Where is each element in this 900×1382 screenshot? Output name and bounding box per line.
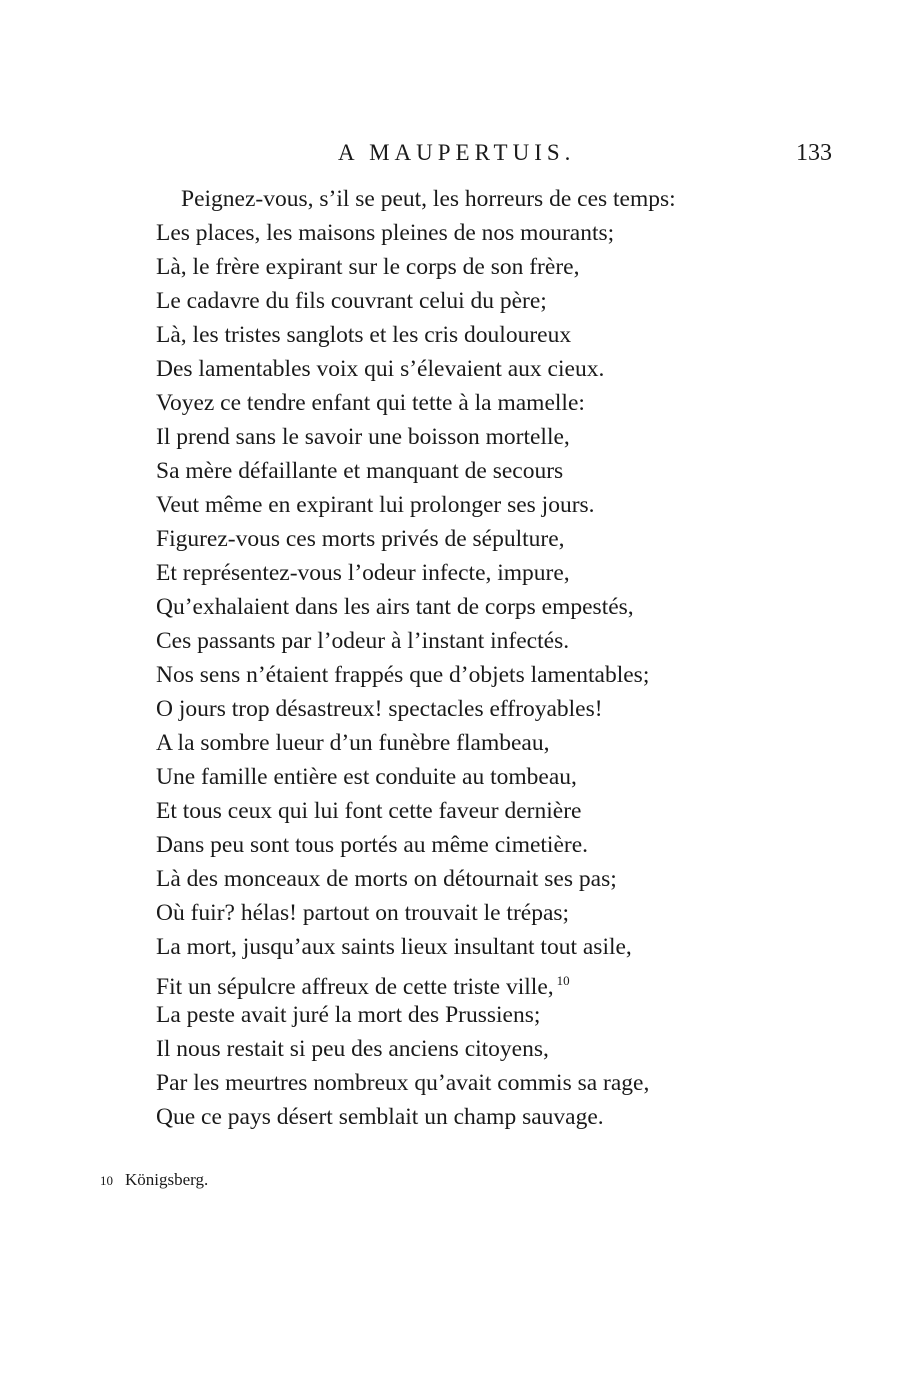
footnote-reference: 10 xyxy=(556,973,570,988)
verse-line: Nos sens n’étaient frappés que d’objets lamentables; xyxy=(156,662,650,688)
verse-line: Par les meurtres nombreux qu’avait commis sa rage, xyxy=(156,1070,650,1096)
verse-line: Où fuir? hélas! partout on trouvait le trépas; xyxy=(156,900,570,926)
verse-line: Et tous ceux qui lui font cette faveur dernière xyxy=(156,798,582,824)
verse-line: La peste avait juré la mort des Prussiens; xyxy=(156,1002,541,1028)
verse-line: Qu’exhalaient dans les airs tant de corps empestés, xyxy=(156,594,634,620)
verse-line: Là, le frère expirant sur le corps de son frère, xyxy=(156,254,580,280)
verse-line: Il nous restait si peu des anciens citoyens, xyxy=(156,1036,549,1062)
verse-line: Les places, les maisons pleines de nos mourants; xyxy=(156,220,615,246)
running-title: A MAUPERTUIS. xyxy=(338,140,576,165)
verse-line: La mort, jusqu’aux saints lieux insultant tout asile, xyxy=(156,934,632,960)
poem xyxy=(156,182,816,1134)
verse-line: Là, les tristes sanglots et les cris douloureux xyxy=(156,322,572,348)
running-head xyxy=(0,136,900,170)
verse-line: Des lamentables voix qui s’élevaient aux cieux. xyxy=(156,356,605,382)
footnote-number: 10 xyxy=(100,1173,113,1188)
verse-line: Que ce pays désert semblait un champ sauvage. xyxy=(156,1104,604,1130)
footnote xyxy=(100,1168,208,1193)
verse-line: Là des monceaux de morts on détournait ses pas; xyxy=(156,866,617,892)
verse-line: Une famille entière est conduite au tombeau, xyxy=(156,764,577,790)
verse-line: Voyez ce tendre enfant qui tette à la mamelle: xyxy=(156,390,585,416)
verse-line: Fit un sépulcre affreux de cette triste ville, $^{10}$ xyxy=(156,973,570,1000)
verse-line: Il prend sans le savoir une boisson mortelle, xyxy=(156,424,570,450)
verse-line: Dans peu sont tous portés au même cimetière. xyxy=(156,832,589,858)
verse-line: Le cadavre du fils couvrant celui du père; xyxy=(156,288,547,314)
verse-line: Ces passants par l’odeur à l’instant infectés. xyxy=(156,628,570,654)
verse-line: Sa mère défaillante et manquant de secours xyxy=(156,458,564,484)
verse-line: Et représentez-vous l’odeur infecte, impure, xyxy=(156,560,570,586)
verse-line: O jours trop désastreux! spectacles effroyables! xyxy=(156,696,603,722)
footnote-text: Königsberg. xyxy=(125,1170,209,1189)
verse-line: Veut même en expirant lui prolonger ses jours. xyxy=(156,492,595,518)
verse-line: A la sombre lueur d’un funèbre flambeau, xyxy=(156,730,550,756)
verse-line: Peignez-vous, s’il se peut, les horreurs de ces temps: xyxy=(181,186,676,212)
verse-line: Figurez-vous ces morts privés de sépulture, xyxy=(156,526,565,552)
page-number: 133 xyxy=(796,140,832,166)
